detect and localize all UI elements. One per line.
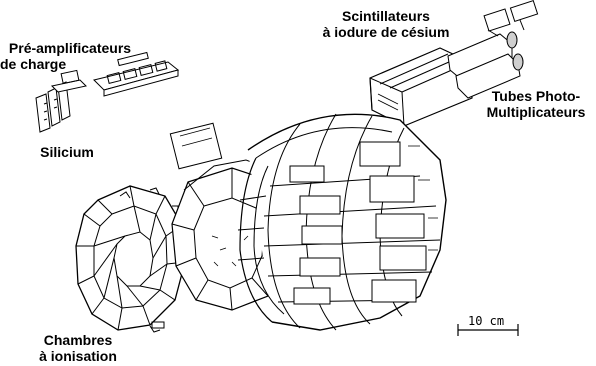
photomultiplier-label-line2: Multiplicateurs bbox=[486, 104, 586, 120]
ionisation-chamber-label bbox=[20, 332, 136, 364]
scintillator-label-line2: à iodure de césium bbox=[322, 24, 450, 40]
photomultiplier-label-line1: Tubes Photo- bbox=[491, 88, 581, 104]
photomultiplier-label bbox=[474, 88, 596, 120]
silicium-label: Silicium bbox=[40, 144, 94, 160]
silicium-drawing bbox=[36, 70, 86, 132]
scintillator-label-line1: Scintillateurs bbox=[342, 8, 430, 24]
ionisation-chamber-drawing bbox=[76, 186, 185, 332]
preamplifier-label-line1: Pré-amplificateurs bbox=[8, 40, 132, 56]
preamplifier-label-line2: de charge bbox=[0, 56, 67, 72]
scale-bar-label: 10 cm bbox=[468, 314, 505, 328]
ionisation-chamber-label-line1: Chambres bbox=[43, 332, 113, 348]
preamplifier-label bbox=[0, 40, 142, 72]
scintillator-label bbox=[296, 8, 476, 40]
detector-barrel-drawing bbox=[238, 114, 446, 330]
ionisation-chamber-label-line2: à ionisation bbox=[39, 348, 117, 364]
